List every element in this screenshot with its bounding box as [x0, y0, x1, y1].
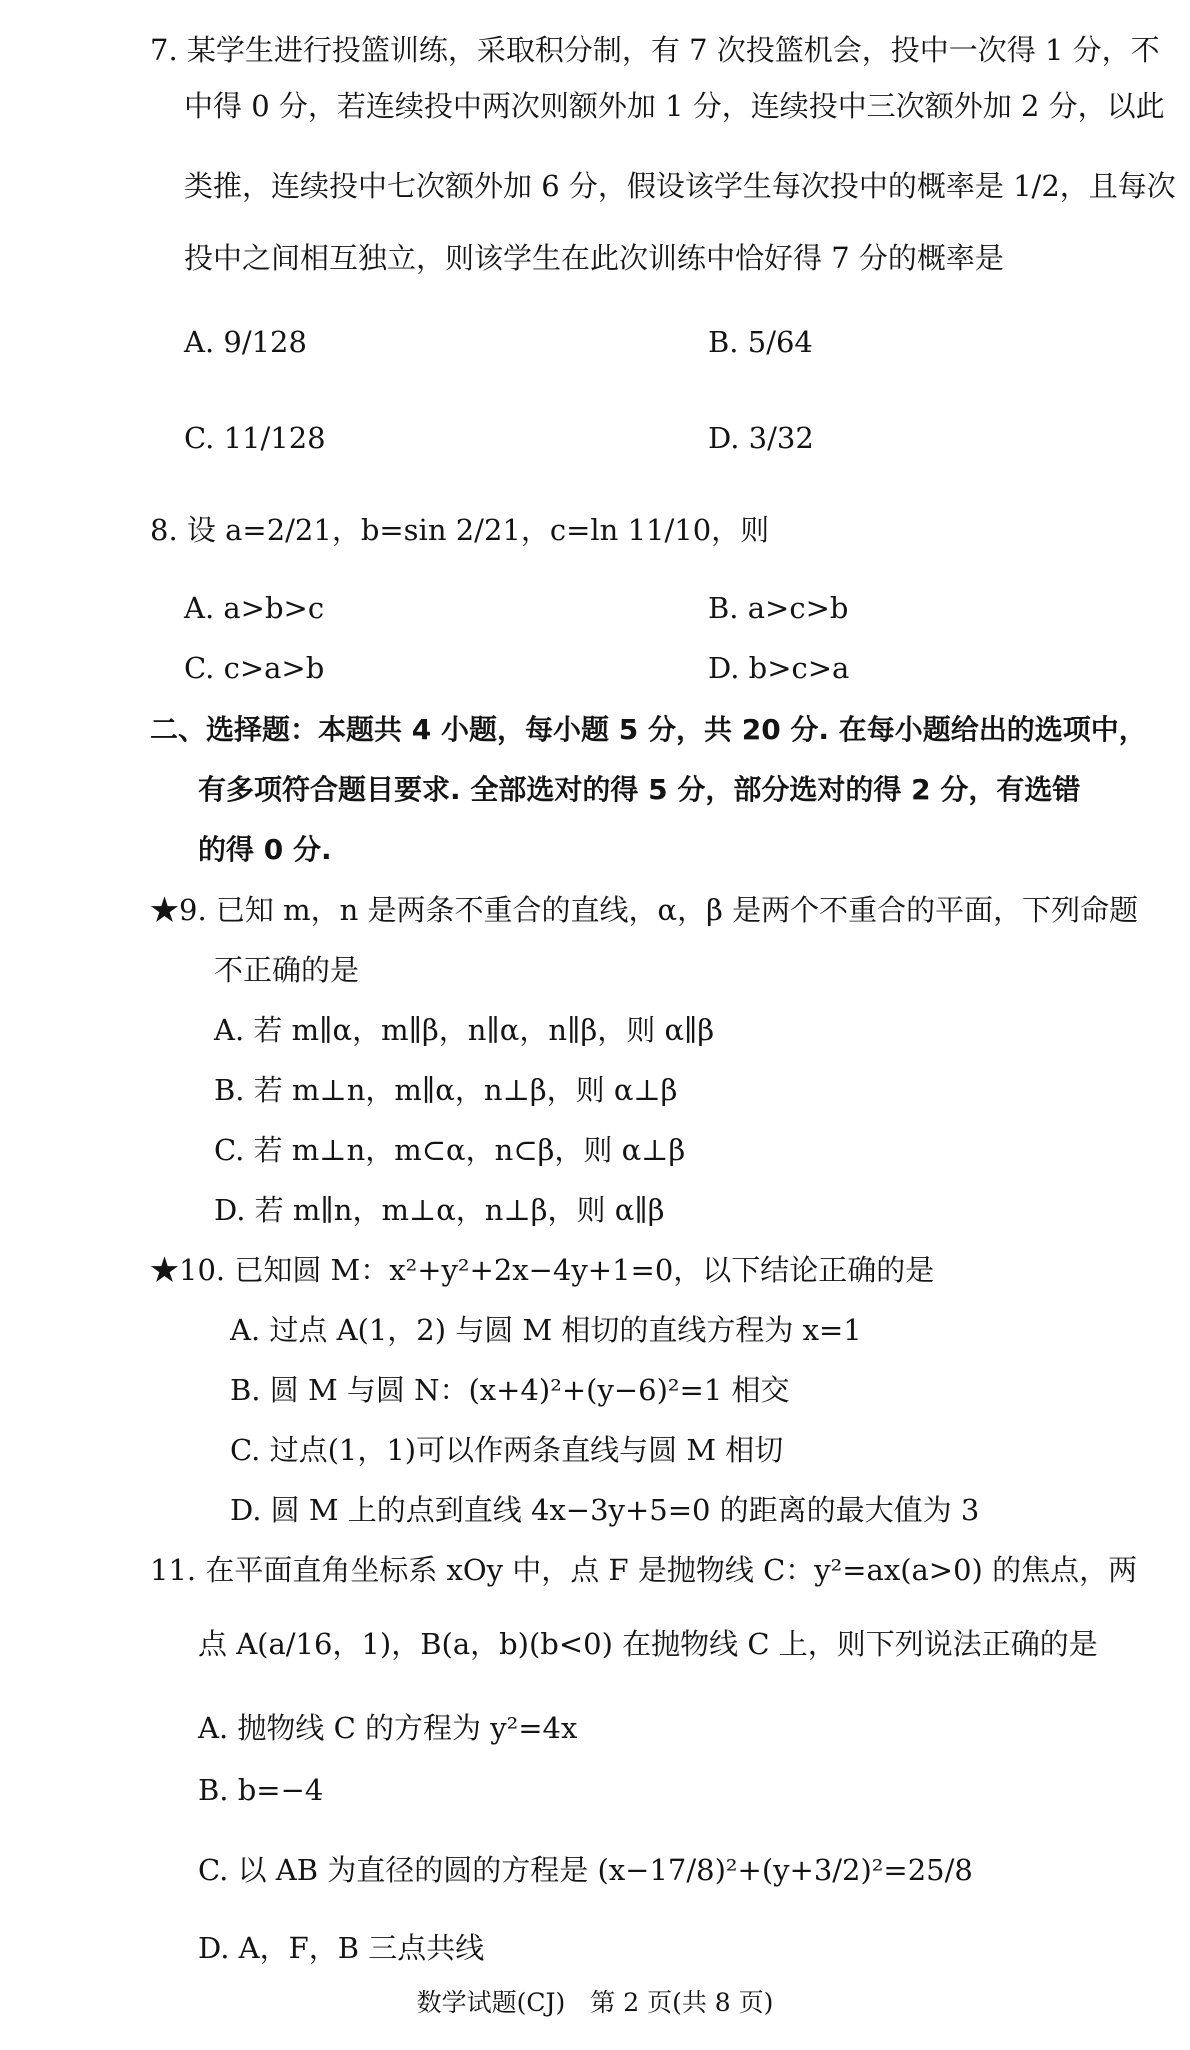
q7-option-c: C. 11/128 — [184, 421, 326, 455]
q7-option-a: A. 9/128 — [184, 325, 307, 359]
q8-option-c: C. c>a>b — [184, 651, 325, 685]
section2-heading-line-1: 二、选择题：本题共 4 小题，每小题 5 分，共 20 分. 在每小题给出的选项中， — [150, 713, 1147, 746]
q7-stem-line-1: 7. 某学生进行投篮训练，采取积分制，有 7 次投篮机会，投中一次得 1 分，不 — [150, 33, 1160, 67]
q7-stem-line-3: 类推，连续投中七次额外加 6 分，假设该学生每次投中的概率是 1/2，且每次 — [184, 169, 1176, 203]
q11-option-a: A. 抛物线 C 的方程为 y²=4x — [198, 1711, 578, 1745]
q10-option-c: C. 过点(1，1)可以作两条直线与圆 M 相切 — [230, 1433, 784, 1467]
section2-heading-line-2: 有多项符合题目要求. 全部选对的得 5 分，部分选对的得 2 分，有选错 — [198, 773, 1081, 806]
q11-option-b: B. b=−4 — [198, 1773, 324, 1807]
q8-stem: 8. 设 a=2/21，b=sin 2/21，c=ln 11/10，则 — [150, 513, 770, 547]
q7-stem-line-4: 投中之间相互独立，则该学生在此次训练中恰好得 7 分的概率是 — [184, 241, 1004, 275]
q9-stem-line-2: 不正确的是 — [214, 953, 360, 987]
q8-option-a: A. a>b>c — [184, 591, 325, 625]
q9-option-a: A. 若 m∥α，m∥β，n∥α，n∥β，则 α∥β — [214, 1013, 715, 1047]
q10-option-d: D. 圆 M 上的点到直线 4x−3y+5=0 的距离的最大值为 3 — [230, 1493, 980, 1527]
q9-option-b: B. 若 m⊥n，m∥α，n⊥β，则 α⊥β — [214, 1073, 678, 1107]
q9-option-d: D. 若 m∥n，m⊥α，n⊥β，则 α∥β — [214, 1193, 665, 1227]
q11-option-c: C. 以 AB 为直径的圆的方程是 (x−17/8)²+(y+3/2)²=25/8 — [198, 1853, 973, 1887]
q10-stem: ★10. 已知圆 M：x²+y²+2x−4y+1=0，以下结论正确的是 — [150, 1253, 935, 1287]
page-footer: 数学试题(CJ) 第 2 页(共 8 页) — [416, 1988, 774, 2017]
q7-option-d: D. 3/32 — [708, 421, 814, 455]
q11-stem-line-2: 点 A(a/16，1)，B(a，b)(b<0) 在抛物线 C 上，则下列说法正确的是 — [198, 1627, 1098, 1661]
q8-option-d: D. b>c>a — [708, 651, 850, 685]
q11-stem-line-1: 11. 在平面直角坐标系 xOy 中，点 F 是抛物线 C：y²=ax(a>0) 的焦点，两 — [150, 1553, 1138, 1587]
q7-stem-line-2: 中得 0 分，若连续投中两次则额外加 1 分，连续投中三次额外加 2 分，以此 — [184, 89, 1165, 123]
q9-stem-line-1: ★9. 已知 m，n 是两条不重合的直线，α，β 是两个不重合的平面，下列命题 — [150, 893, 1139, 927]
section2-heading-line-3: 的得 0 分. — [198, 833, 332, 866]
q11-option-d: D. A，F，B 三点共线 — [198, 1931, 485, 1965]
q8-option-b: B. a>c>b — [708, 591, 849, 625]
q9-option-c: C. 若 m⊥n，m⊂α，n⊂β，则 α⊥β — [214, 1133, 686, 1167]
q10-option-a: A. 过点 A(1，2) 与圆 M 相切的直线方程为 x=1 — [230, 1313, 862, 1347]
q10-option-b: B. 圆 M 与圆 N：(x+4)²+(y−6)²=1 相交 — [230, 1373, 790, 1407]
q7-option-b: B. 5/64 — [708, 325, 813, 359]
